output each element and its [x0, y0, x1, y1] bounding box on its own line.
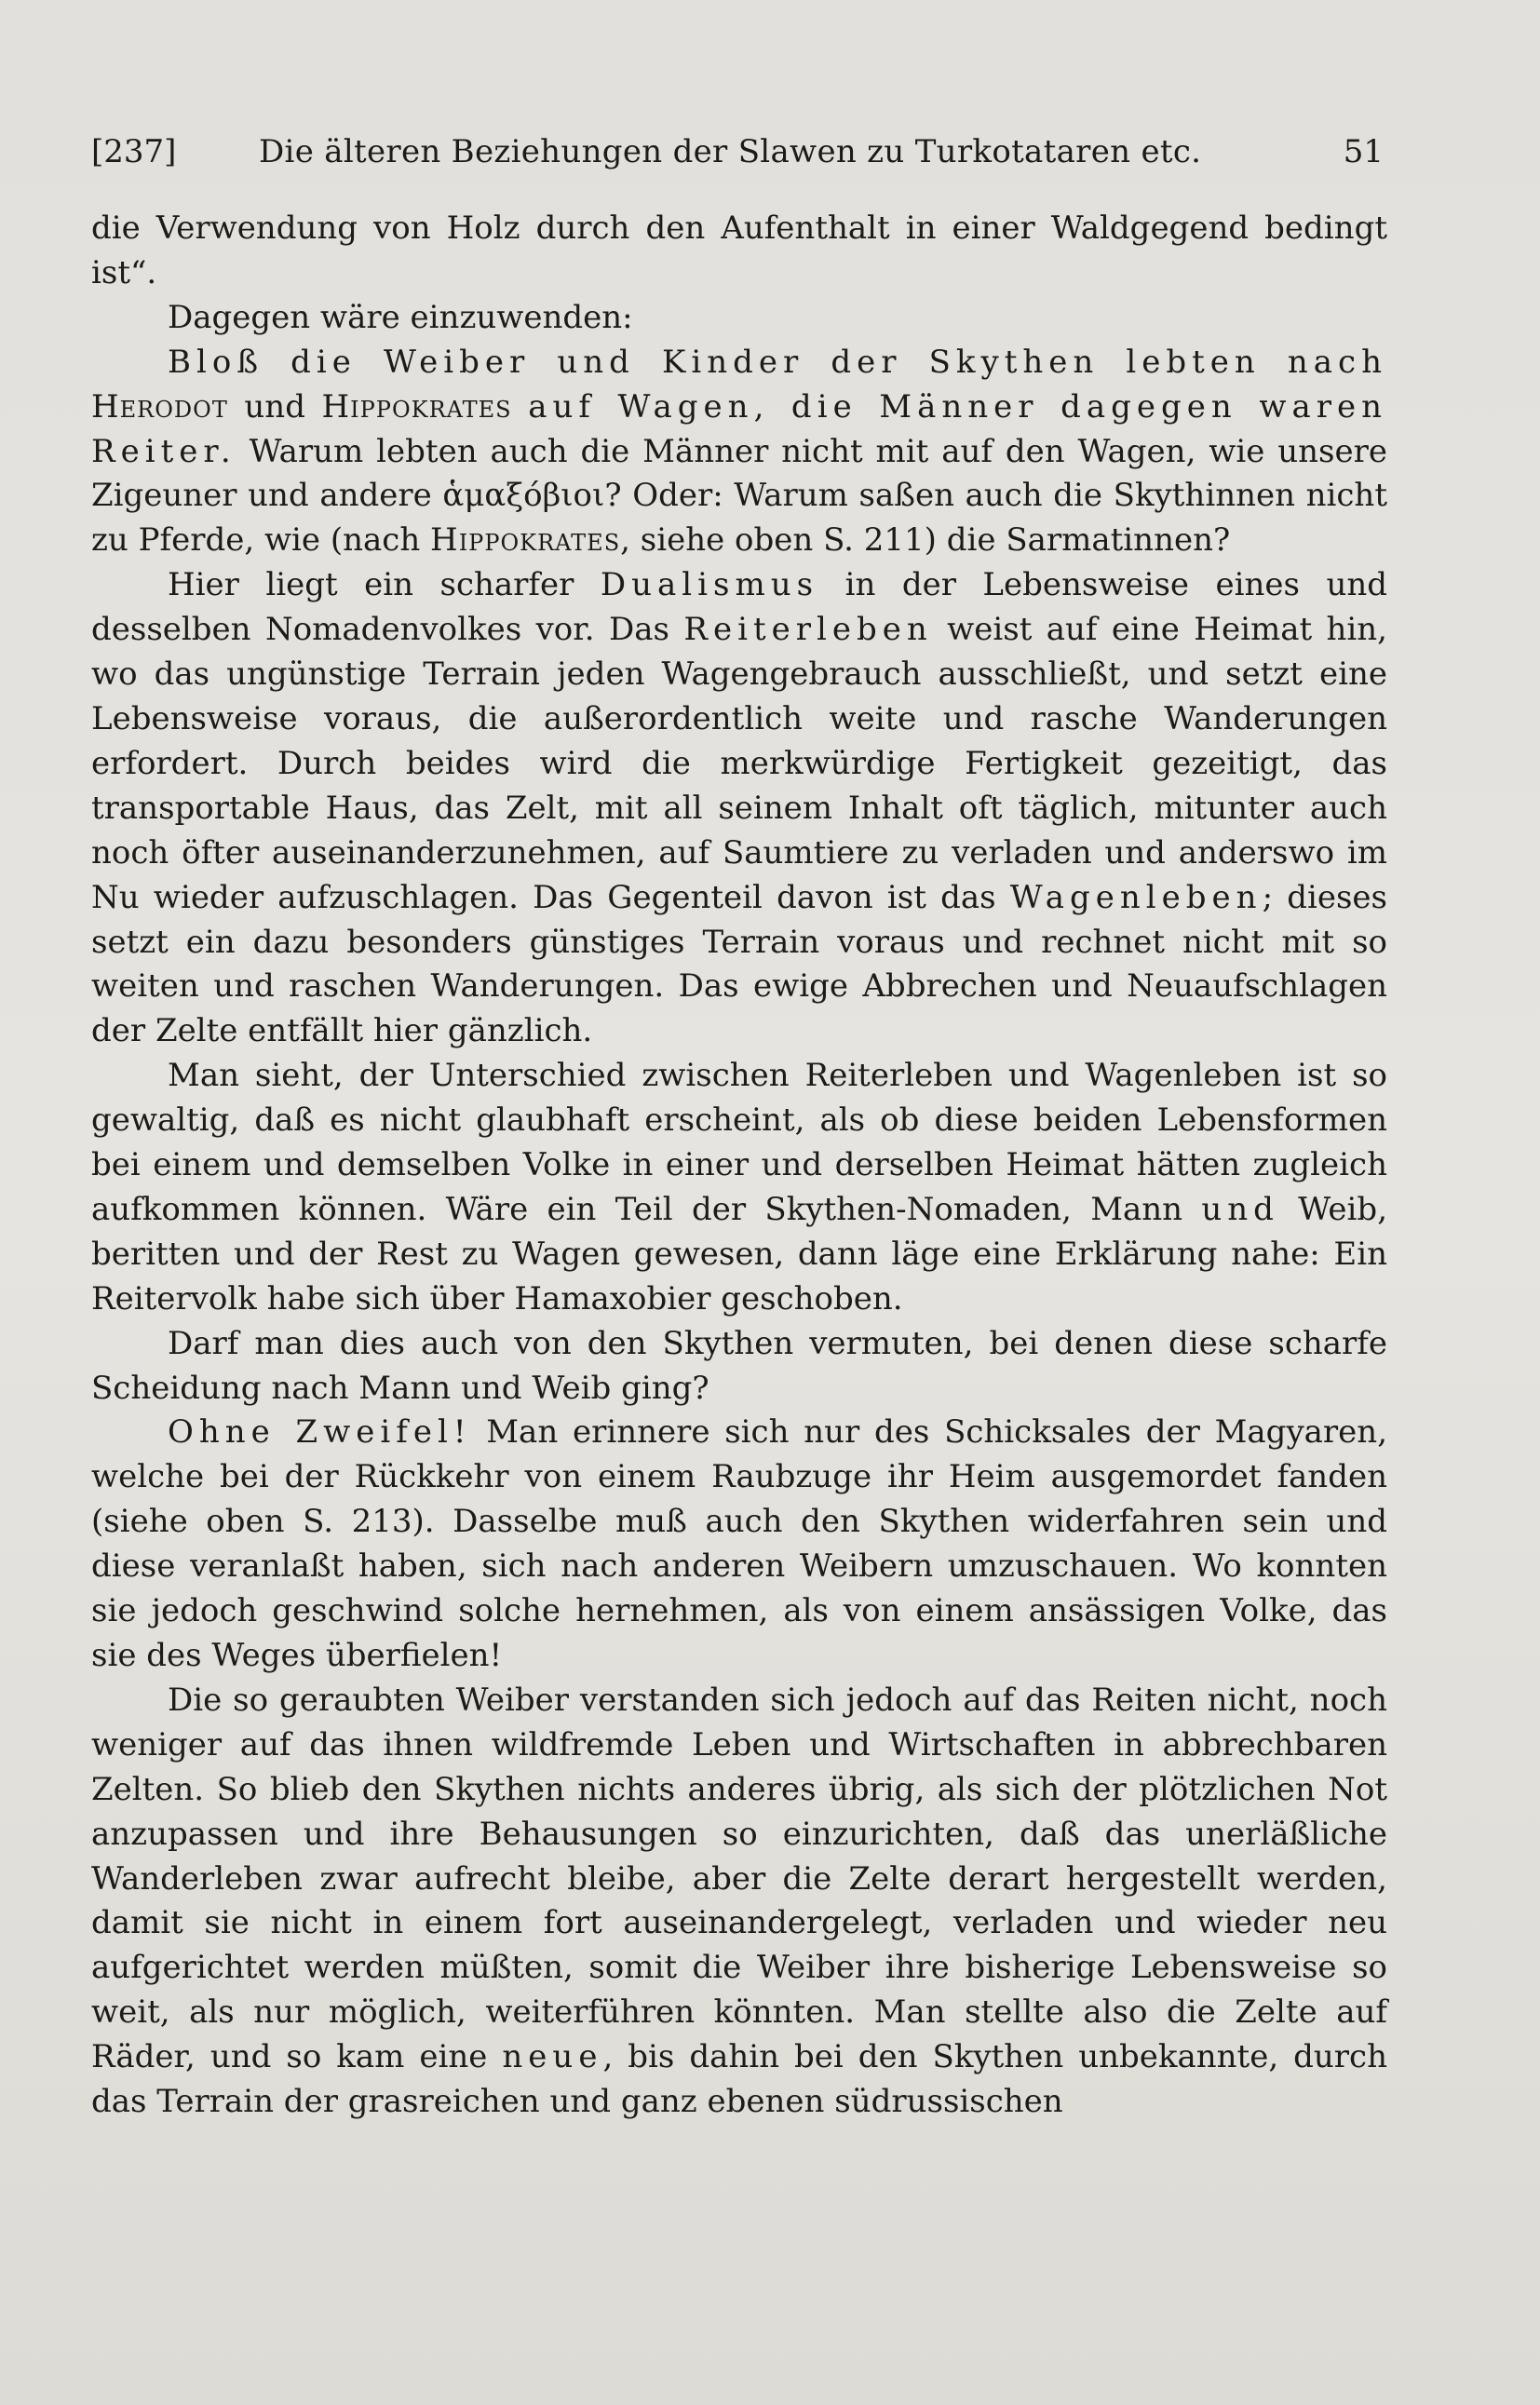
text-run: , siehe oben S. 211) die Sarmatinnen?: [620, 521, 1231, 560]
emphasized-text: neue: [502, 2038, 603, 2076]
emphasized-text: auf Wagen, die Männer dagegen waren Reiter.: [91, 387, 1387, 470]
text-run: die Verwendung von Holz durch den Aufenthalt in einer Waldgegend bedingt ist“.: [91, 209, 1387, 291]
emphasized-text: Wagenleben: [1009, 878, 1263, 916]
running-header: [91, 128, 1384, 175]
paragraph: [91, 563, 1387, 1054]
paragraph: [91, 1411, 1387, 1678]
paragraph: [91, 207, 1387, 296]
paragraph: [91, 296, 1387, 341]
text-run: Die so geraubten Weiber verstanden sich jedoch auf das Reiten nicht, noch weniger auf das ihnen wildfremde Leben und Wirtschaften in abbrechbaren Zelten. So blieb den Skythen nichts anderes übrig, als sich der plötzlichen Not anzupassen und ihre Behausungen so einzurichten, daß das unerläßliche Wanderleben zwar aufrecht bleibe, aber die Zelte derart hergestellt werden, damit sie nicht in einem fort auseinandergelegt, verladen und wieder neu aufgerichtet werden müßten, somit die Weiber ihre bisherige Lebensweise so weit, als nur möglich, weiterführen könnten. Man stellte also die Zelte auf Räder, und so kam eine: [91, 1681, 1387, 2076]
author-name: Hippokrates: [430, 521, 621, 560]
text-run: Weib, beritten und der Rest zu Wagen gewesen, dann läge eine Erklärung nahe: Ein Reitervolk habe sich über Hamaxobier geschoben.: [91, 1190, 1387, 1317]
text-run: Darf man dies auch von den Skythen vermuten, bei denen diese scharfe Scheidung nach Mann und Weib ging?: [91, 1324, 1387, 1407]
paragraph: [91, 1054, 1387, 1321]
author-name: Hippokrates: [321, 387, 512, 426]
section-number: [237]: [91, 133, 177, 170]
emphasized-text: und: [1201, 1190, 1279, 1228]
text-run: Man erinnere sich nur des Schicksales der Magyaren, welche bei der Rückkehr von einem Raubzuge ihr Heim ausgemordet fanden (siehe oben S. 213). Dasselbe muß auch den Skythen widerfahren sein und diese veranlaßt haben, sich nach anderen Weibern umzuschauen. Wo konnten sie jedoch geschwind solche hernehmen, als von einem ansässigen Volke, das sie des Weges überfielen!: [91, 1413, 1387, 1674]
text-run: und: [227, 387, 322, 426]
text-run: ; dieses setzt ein dazu besonders günstiges Terrain voraus und rechnet nicht mit so weiten und raschen Wanderungen. Das ewige Abbrechen und Neuaufschlagen der Zelte entfällt hier gänzlich.: [91, 878, 1388, 1050]
body-text: [91, 207, 1387, 2125]
emphasized-text: Dualismus: [600, 566, 819, 604]
running-title: Die älteren Beziehungen der Slawen zu Turkotataren etc.: [259, 133, 1202, 170]
emphasized-text: Reiterleben: [683, 611, 933, 649]
paragraph: [91, 1679, 1387, 2125]
emphasized-text: Ohne Zweifel!: [168, 1413, 472, 1452]
paragraph: [91, 1322, 1387, 1412]
text-run: Warum lebten auch die Männer nicht mit auf den Wagen, wie unsere Zigeuner und andere ἁμαξόβιοι? Oder: Warum saßen auch die Skythinnen nicht zu Pferde, wie (nach: [91, 432, 1387, 560]
text-run: , bis dahin bei den Skythen unbekannte, durch das Terrain der grasreichen und ganz ebenen südrussischen: [91, 2038, 1387, 2121]
text-run: Hier liegt ein scharfer: [168, 566, 601, 604]
text-run: Dagegen wäre einzuwenden:: [168, 298, 633, 336]
paragraph: [91, 341, 1387, 564]
text-run: [512, 388, 529, 426]
text-run: Man sieht, der Unterschied zwischen Reiterleben und Wagenleben ist so gewaltig, daß es nicht glaubhaft erscheint, als ob diese beiden Lebensformen bei einem und demselben Volke in einer und derselben Heimat hätten zugleich aufkommen können. Wäre ein Teil der Skythen-Nomaden, Mann: [91, 1057, 1387, 1228]
text-run: weist auf eine Heimat hin, wo das ungünstige Terrain jeden Wagengebrauch ausschließt, und setzt eine Lebensweise voraus, die außerordentlich weite und rasche Wanderungen erfordert. Durch beides wird die merkwürdige Fertigkeit gezeitigt, das transportable Haus, das Zelt, mit all seinem Inhalt oft täglich, mitunter auch noch öfter auseinanderzunehmen, auf Saumtiere zu verladen und anderswo im Nu wieder aufzuschlagen. Das Gegenteil davon ist das: [91, 611, 1387, 916]
text-run: in der Lebensweise eines und desselben Nomadenvolkes vor. Das: [91, 566, 1388, 649]
author-name: Herodot: [91, 387, 228, 426]
page-number: 51: [1343, 133, 1384, 170]
emphasized-text: Bloß die Weiber und Kinder der Skythen lebten nach: [168, 343, 1387, 381]
